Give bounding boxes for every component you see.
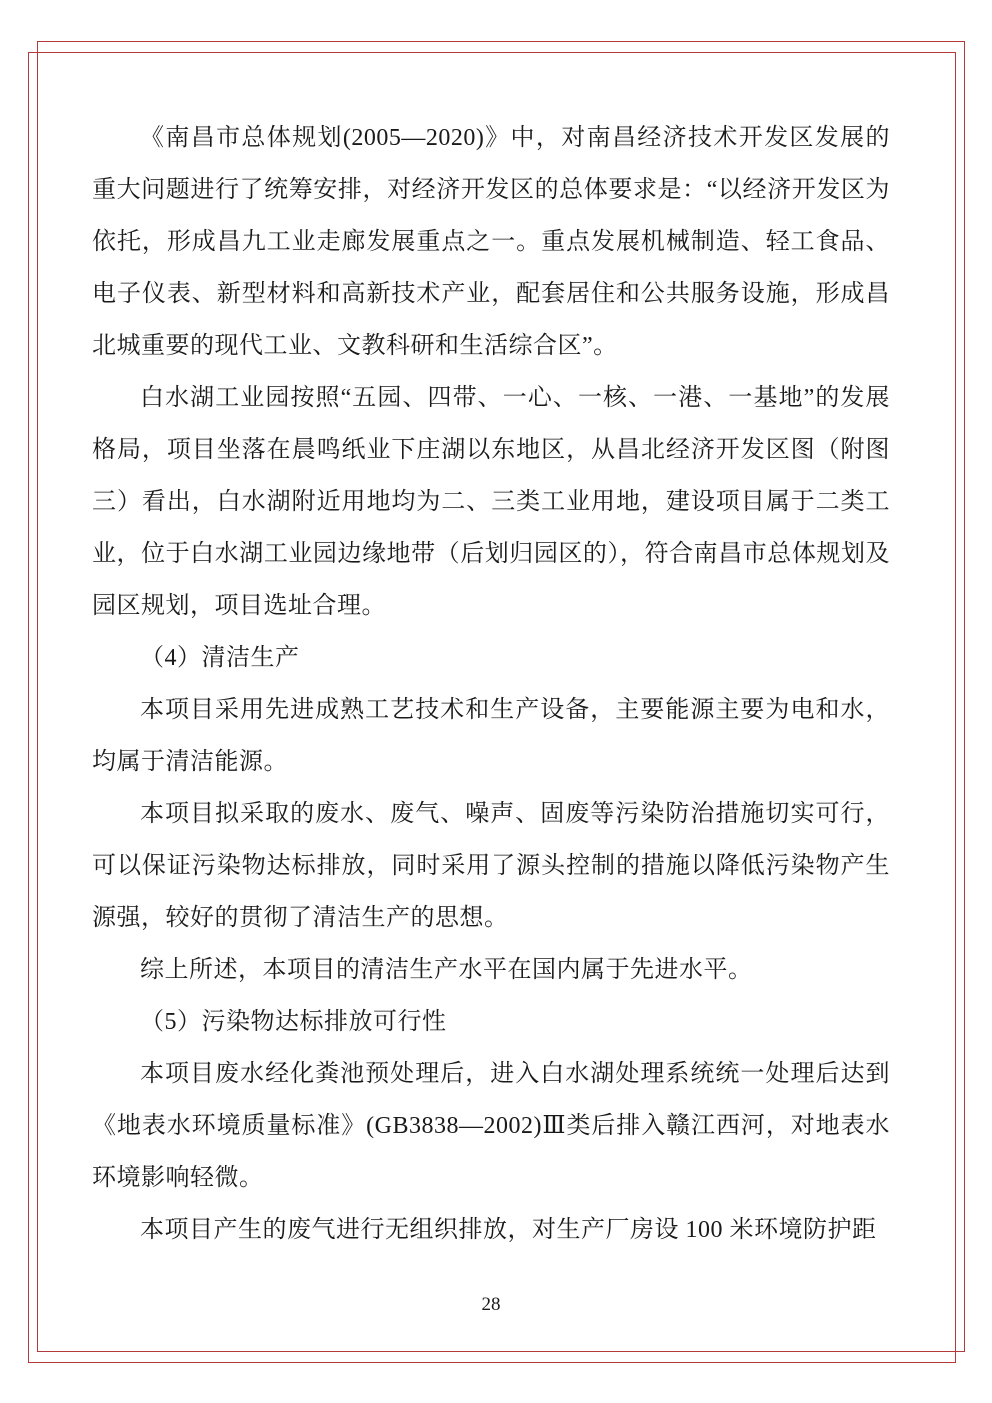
paragraph-pollution-control-measures: 本项目拟采取的废水、废气、噪声、固废等污染防治措施切实可行，可以保证污染物达标排放，同时采用了源头控制的措施以降低污染物产生源强，较好的贯彻了清洁生产的思想。 (92, 801, 890, 931)
section-heading-5-discharge-feasibility: （5）污染物达标排放可行性 (140, 1009, 447, 1035)
paragraph-industrial-park-layout: 白水湖工业园按照“五园、四带、一心、一核、一港、一基地”的发展格局，项目坐落在晨鸣纸业下庄湖以东地区，从昌北经济开发区图（附图三）看出，白水湖附近用地均为二、三类工业用地，建设项目属于二类工业，位于白水湖工业园边缘地带（后划归园区的），符合南昌市总体规划及园区规划，项目选址合理。 (92, 385, 890, 619)
paragraph-wastewater-treatment: 本项目废水经化粪池预处理后，进入白水湖处理系统统一处理后达到《地表水环境质量标准》(GB3838—2002)Ⅲ类后排入赣江西河，对地表水环境影响轻微。 (92, 1061, 890, 1191)
paragraph-master-plan: 《南昌市总体规划(2005—2020)》中，对南昌经济技术开发区发展的重大问题进行了统筹安排，对经济开发区的总体要求是：“以经济开发区为依托，形成昌九工业走廊发展重点之一。重点发展机械制造、轻工食品、电子仪表、新型材料和高新技术产业，配套居住和公共服务设施，形成昌北城重要的现代工业、文教科研和生活综合区”。 (92, 125, 890, 359)
document-body (92, 112, 890, 1256)
paragraph-clean-energy: 本项目采用先进成熟工艺技术和生产设备，主要能源主要为电和水，均属于清洁能源。 (92, 697, 890, 775)
section-heading-4-clean-production: （4）清洁生产 (140, 645, 300, 671)
paragraph-clean-production-summary: 综上所述，本项目的清洁生产水平在国内属于先进水平。 (140, 957, 753, 983)
page-number: 28 (481, 1294, 501, 1315)
paragraph-waste-gas: 本项目产生的废气进行无组织排放，对生产厂房设 100 米环境防护距 (140, 1217, 877, 1243)
